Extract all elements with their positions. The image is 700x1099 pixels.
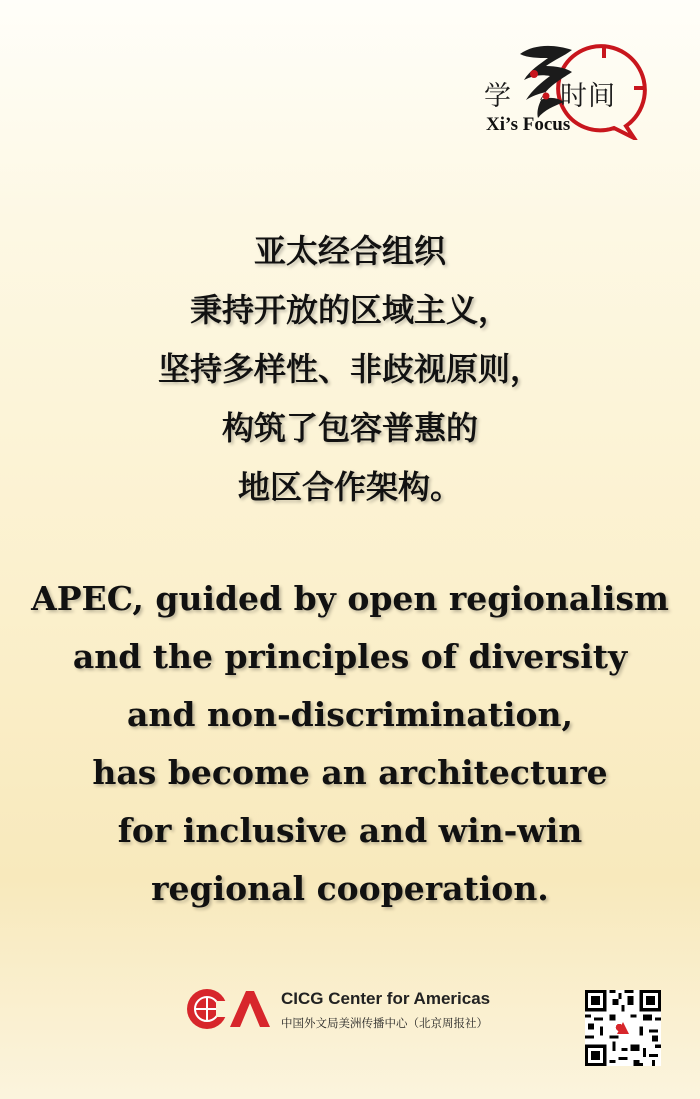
quote-english: [0, 570, 700, 918]
footer-branding: [186, 985, 526, 1035]
quote-cn-line: 亚太经合组织: [253, 232, 446, 270]
qr-code-icon: [585, 990, 661, 1066]
logo-english-title: Xi’s Focus: [486, 114, 571, 135]
quote-en-line: and the principles of diversity: [72, 637, 628, 676]
org-name: CICG Center for Americas: [281, 989, 491, 1008]
quote-en-line: for inclusive and win-win: [117, 811, 583, 850]
quote-en-line: has become an architecture: [92, 753, 608, 792]
quote-en-line: regional cooperation.: [151, 869, 549, 908]
logo-chinese-title: 学 时间: [484, 81, 616, 112]
quote-chinese: [0, 222, 700, 517]
quote-cn-line: 秉持开放的区域主义，: [189, 291, 510, 329]
quote-en-line: APEC, guided by open regionalism: [31, 579, 669, 618]
cicg-logo-icon: [186, 987, 272, 1031]
quote-cn-line: 地区合作架构。: [237, 468, 462, 506]
org-name-chinese: 中国外文局美洲传播中心（北京周报社）: [281, 1016, 488, 1030]
quote-cn-line: 坚持多样性、非歧视原则，: [157, 350, 542, 388]
quote-cn-line: 构筑了包容普惠的: [221, 409, 478, 447]
quote-en-line: and non-discrimination,: [127, 695, 573, 734]
xis-focus-logo: [484, 40, 654, 140]
